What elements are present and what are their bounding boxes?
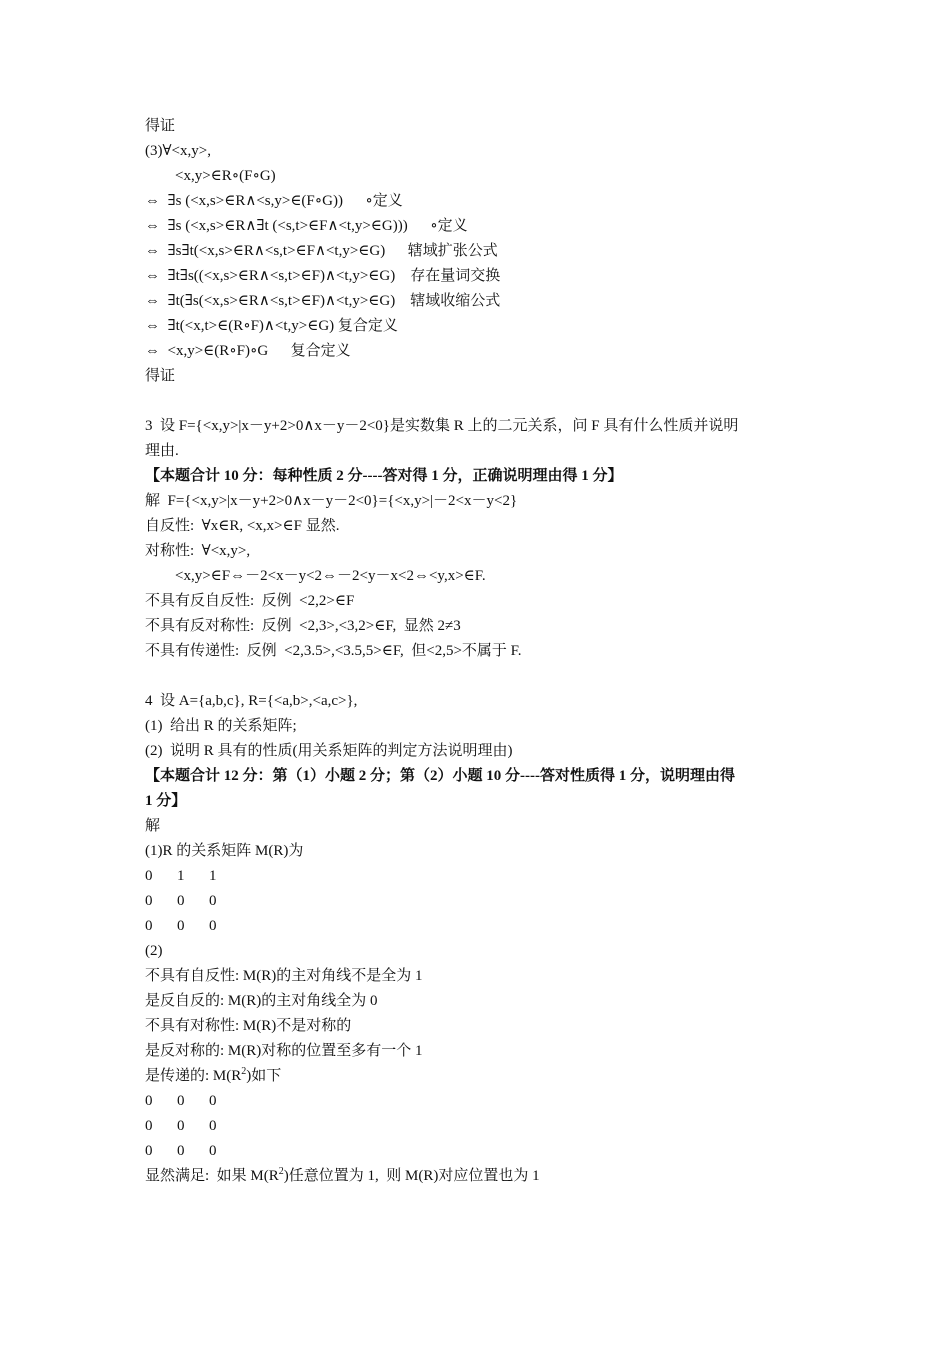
matrix-cell: 1 bbox=[177, 868, 185, 884]
problem-3-symmetric-proof: <x,y>∈F⇔－2<x－y<2⇔－2<y－x<2⇔<y,x>∈F. bbox=[175, 568, 486, 584]
superscript: 2 bbox=[278, 1166, 284, 1177]
matrix-cell: 0 bbox=[209, 918, 217, 934]
matrix-cell: 0 bbox=[209, 1143, 217, 1159]
matrix-cell: 0 bbox=[145, 1118, 153, 1134]
proof-3-conclusion: 得证 bbox=[145, 368, 176, 384]
property-not-reflexive: 不具有自反性: M(R)的主对角线不是全为 1 bbox=[145, 968, 423, 984]
proof-3-step-7: ⇔ <x,y>∈(R∘F)∘G 复合定义 bbox=[145, 343, 351, 359]
problem-4-scoring: 【本题合计 12 分：第（1）小题 2 分；第（2）小题 10 分----答对性质得 1 分，说明理由得 bbox=[145, 768, 735, 784]
superscript: 2 bbox=[241, 1066, 247, 1077]
problem-4-statement: 4 设 A={a,b,c}, R={<a,b>,<a,c>}, bbox=[145, 693, 358, 709]
problem-4-matrix-heading: (1)R 的关系矩阵 M(R)为 bbox=[145, 843, 304, 859]
problem-4-scoring-cont: 1 分】 bbox=[145, 793, 187, 809]
matrix-cell: 0 bbox=[145, 918, 153, 934]
problem-3-not-irreflexive: 不具有反自反性: 反例 <2,2>∈F bbox=[145, 593, 355, 609]
proof-3-heading: (3)∀<x,y>, bbox=[145, 143, 211, 159]
proof-3-step-3: ⇔ ∃s∃t(<x,s>∈R∧<s,t>∈F∧<t,y>∈G) 辖域扩张公式 bbox=[145, 243, 498, 259]
matrix-cell: 0 bbox=[209, 893, 217, 909]
problem-4-part-2-label: (2) bbox=[145, 943, 163, 959]
text-fragment: )任意位置为 1, 则 M(R)对应位置也为 1 bbox=[283, 1168, 540, 1184]
matrix-cell: 1 bbox=[209, 868, 217, 884]
problem-4-part-2: (2) 说明 R 具有的性质(用关系矩阵的判定方法说明理由) bbox=[145, 743, 513, 759]
matrix-cell: 0 bbox=[145, 893, 153, 909]
matrix-cell: 0 bbox=[209, 1118, 217, 1134]
matrix-cell: 0 bbox=[145, 1143, 153, 1159]
proof-3-step-4: ⇔ ∃t∃s((<x,s>∈R∧<s,t>∈F)∧<t,y>∈G) 存在量词交换 bbox=[145, 268, 501, 284]
problem-3-symmetric: 对称性: ∀<x,y>, bbox=[145, 543, 251, 559]
property-not-symmetric: 不具有对称性: M(R)不是对称的 bbox=[145, 1018, 352, 1034]
matrix-cell: 0 bbox=[177, 1093, 185, 1109]
text-fragment: 是传递的: M(R bbox=[145, 1068, 242, 1084]
matrix-row bbox=[145, 1091, 241, 1111]
matrix-row bbox=[145, 891, 241, 911]
matrix-cell: 0 bbox=[209, 1093, 217, 1109]
property-transitive bbox=[145, 1066, 281, 1086]
problem-3-not-antisymmetric: 不具有反对称性: 反例 <2,3>,<3,2>∈F, 显然 2≠3 bbox=[145, 618, 461, 634]
matrix-row bbox=[145, 1116, 241, 1136]
problem-3-statement: 3 设 F={<x,y>|x－y+2>0∧x－y－2<0}是实数集 R 上的二元关系，问 F 具有什么性质并说明 bbox=[145, 418, 739, 434]
matrix-row bbox=[145, 916, 241, 936]
transitivity-conclusion bbox=[145, 1166, 540, 1186]
problem-3-solution: 解 F={<x,y>|x－y+2>0∧x－y－2<0}={<x,y>|－2<x－y<2} bbox=[145, 493, 518, 509]
proof-3-step-2: ⇔ ∃s (<x,s>∈R∧∃t (<s,t>∈F∧<t,y>∈G))) ∘定义 bbox=[145, 218, 468, 234]
text-fragment: 显然满足: 如果 M(R bbox=[145, 1168, 279, 1184]
problem-3-statement-cont: 理由. bbox=[145, 443, 179, 459]
matrix-row bbox=[145, 866, 241, 886]
matrix-cell: 0 bbox=[177, 1118, 185, 1134]
matrix-cell: 0 bbox=[145, 1093, 153, 1109]
matrix-row bbox=[145, 1141, 241, 1161]
proof-3-step-5: ⇔ ∃t(∃s(<x,s>∈R∧<s,t>∈F)∧<t,y>∈G) 辖域收缩公式 bbox=[145, 293, 501, 309]
problem-3-reflexive: 自反性: ∀x∈R, <x,x>∈F 显然. bbox=[145, 518, 340, 534]
proof-3-step-1: ⇔ ∃s (<x,s>∈R∧<s,y>∈(F∘G)) ∘定义 bbox=[145, 193, 403, 209]
proof-3-premise: <x,y>∈R∘(F∘G) bbox=[175, 168, 276, 184]
problem-4-part-1: (1) 给出 R 的关系矩阵; bbox=[145, 718, 297, 734]
matrix-cell: 0 bbox=[177, 1143, 185, 1159]
matrix-cell: 0 bbox=[145, 868, 153, 884]
matrix-cell: 0 bbox=[177, 918, 185, 934]
text-fragment: )如下 bbox=[246, 1068, 282, 1084]
proof-3-step-6: ⇔ ∃t(<x,t>∈(R∘F)∧<t,y>∈G) 复合定义 bbox=[145, 318, 398, 334]
proof-conclusion-top: 得证 bbox=[145, 118, 176, 134]
problem-4-solution-label: 解 bbox=[145, 818, 161, 834]
property-irreflexive: 是反自反的: M(R)的主对角线全为 0 bbox=[145, 993, 378, 1009]
problem-3-not-transitive: 不具有传递性: 反例 <2,3.5>,<3.5,5>∈F, 但<2,5>不属于 F. bbox=[145, 643, 522, 659]
matrix-cell: 0 bbox=[177, 893, 185, 909]
property-antisymmetric: 是反对称的: M(R)对称的位置至多有一个 1 bbox=[145, 1043, 423, 1059]
problem-3-scoring: 【本题合计 10 分：每种性质 2 分----答对得 1 分，正确说明理由得 1 分】 bbox=[145, 468, 623, 484]
